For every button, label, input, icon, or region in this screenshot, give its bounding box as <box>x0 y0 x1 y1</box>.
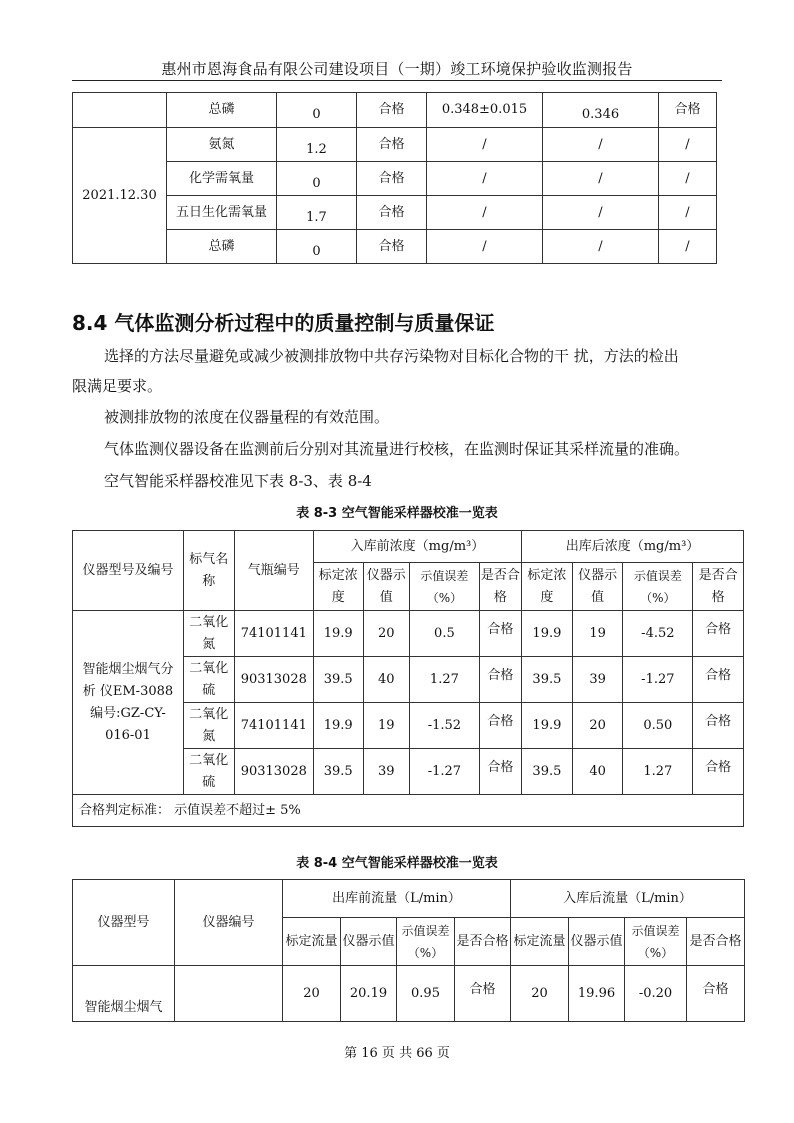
cylinder-cell: 74101141 <box>234 611 313 657</box>
value-cell: 19.9 <box>313 703 363 749</box>
result-cell: / <box>659 162 717 196</box>
paragraph: 被测排放物的浓度在仪器量程的有效范围。 <box>104 408 390 426</box>
item-cell: 化学需氧量 <box>167 162 277 196</box>
header-divider <box>72 80 722 81</box>
instrument-id-cell <box>175 966 283 1022</box>
header-after-concentration: 出库后浓度（mg/m³） <box>522 531 744 563</box>
result-cell: 合格 <box>357 196 427 230</box>
gas-cell: 二氧化氮 <box>183 703 234 749</box>
header-indicated: 仪器示值 <box>363 563 409 611</box>
result-cell: 合格 <box>479 657 521 703</box>
header-indicated: 仪器示值 <box>341 918 397 966</box>
header-cylinder-id: 气瓶编号 <box>234 531 313 611</box>
sampler-calibration-table-8-4 <box>72 879 745 1022</box>
header-before-flow: 出库前流量（L/min） <box>283 880 511 918</box>
value-cell: 19 <box>572 611 623 657</box>
table-row <box>73 966 745 1022</box>
header-standard: 标定流量 <box>511 918 569 966</box>
value-cell: 1.7 <box>277 196 357 230</box>
measured-value-cell: / <box>543 230 659 264</box>
paragraph: 气体监测仪器设备在监测前后分别对其流量进行校核，在监测时保证其采样流量的准确。 <box>104 440 690 458</box>
value-cell: 40 <box>572 749 623 795</box>
table-row <box>73 230 717 264</box>
value-cell: 20 <box>511 966 569 1022</box>
table-header-row <box>73 531 744 563</box>
sampler-calibration-table-8-3 <box>72 530 744 827</box>
paragraph-line: 选择的方法尽量避免或减少被测排放物中共存污染物对目标化合物的干 扰，方法的检出 <box>104 347 679 365</box>
table-row <box>73 128 717 162</box>
header-indicated: 仪器示值 <box>572 563 623 611</box>
result-cell: 合格 <box>479 749 521 795</box>
value-cell: -4.52 <box>623 611 693 657</box>
result-cell: / <box>659 196 717 230</box>
value-cell: 19.9 <box>522 703 573 749</box>
value-cell: 39.5 <box>522 657 573 703</box>
value-cell: 0 <box>277 230 357 264</box>
result-cell: 合格 <box>455 966 511 1022</box>
value-cell: 19.96 <box>569 966 625 1022</box>
result-cell: 合格 <box>659 93 717 128</box>
value-cell: 19 <box>363 703 409 749</box>
water-quality-control-table <box>72 92 717 264</box>
value-cell: -1.27 <box>410 749 480 795</box>
measured-value-cell: / <box>543 128 659 162</box>
value-cell: 20 <box>283 966 341 1022</box>
measured-value-cell: 0.346 <box>543 93 659 128</box>
header-qualified: 是否合格 <box>479 563 521 611</box>
table-caption: 表 8-4 空气智能采样器校准一览表 <box>296 856 498 871</box>
result-cell: 合格 <box>357 128 427 162</box>
result-cell: / <box>659 230 717 264</box>
table-row <box>73 93 717 128</box>
measured-value-cell: / <box>543 162 659 196</box>
value-cell: 0.5 <box>410 611 480 657</box>
qualification-standard: 合格判定标准： 示值误差不超过± 5% <box>73 795 744 827</box>
header-instrument-id: 仪器编号 <box>175 880 283 966</box>
gas-cell: 二氧化硫 <box>183 749 234 795</box>
header-before-concentration: 入库前浓度（mg/m³） <box>313 531 521 563</box>
value-cell: -1.27 <box>623 657 693 703</box>
gas-cell: 二氧化硫 <box>183 657 234 703</box>
value-cell: 39.5 <box>313 749 363 795</box>
standard-value-cell: 0.348±0.015 <box>427 93 543 128</box>
header-error: 示值误差（%） <box>623 563 693 611</box>
header-standard: 标定浓度 <box>313 563 363 611</box>
header-error: 示值误差（%） <box>410 563 480 611</box>
standard-value-cell: / <box>427 196 543 230</box>
table-row <box>73 611 744 657</box>
section-heading: 8.4 气体监测分析过程中的质量控制与质量保证 <box>72 311 495 335</box>
cylinder-cell: 90313028 <box>234 749 313 795</box>
result-cell: 合格 <box>693 749 744 795</box>
report-header-title: 惠州市恩海食品有限公司建设项目（一期）竣工环境保护验收监测报告 <box>161 60 633 78</box>
table-header-row <box>73 880 745 918</box>
table-caption: 表 8-3 空气智能采样器校准一览表 <box>296 506 498 521</box>
result-cell: 合格 <box>693 703 744 749</box>
date-cell <box>73 93 167 128</box>
item-cell: 五日生化需氧量 <box>167 196 277 230</box>
header-gas-name: 标气名称 <box>183 531 234 611</box>
item-cell: 总磷 <box>167 93 277 128</box>
result-cell: 合格 <box>357 230 427 264</box>
value-cell: 0.50 <box>623 703 693 749</box>
header-model: 仪器型号 <box>73 880 175 966</box>
value-cell: 20.19 <box>341 966 397 1022</box>
result-cell: 合格 <box>357 93 427 128</box>
value-cell: 0 <box>277 162 357 196</box>
result-cell: 合格 <box>693 611 744 657</box>
standard-value-cell: / <box>427 128 543 162</box>
value-cell: 39 <box>572 657 623 703</box>
header-error: 示值误差（%） <box>397 918 455 966</box>
value-cell: 1.27 <box>623 749 693 795</box>
value-cell: 0.95 <box>397 966 455 1022</box>
header-indicated: 仪器示值 <box>569 918 625 966</box>
value-cell: 19.9 <box>313 611 363 657</box>
result-cell: 合格 <box>693 657 744 703</box>
value-cell: 20 <box>572 703 623 749</box>
value-cell: 39 <box>363 749 409 795</box>
item-cell: 总磷 <box>167 230 277 264</box>
header-error: 示值误差（%） <box>625 918 687 966</box>
gas-cell: 二氧化氮 <box>183 611 234 657</box>
cylinder-cell: 74101141 <box>234 703 313 749</box>
paragraph: 空气智能采样器校准见下表 8-3、表 8-4 <box>104 472 372 490</box>
date-cell: 2021.12.30 <box>73 128 167 264</box>
paragraph-line: 限满足要求。 <box>72 377 163 395</box>
result-cell: / <box>659 128 717 162</box>
header-qualified: 是否合格 <box>687 918 745 966</box>
table-row <box>73 162 717 196</box>
table-row <box>73 795 744 827</box>
value-cell: 20 <box>363 611 409 657</box>
measured-value-cell: / <box>543 196 659 230</box>
value-cell: 1.27 <box>410 657 480 703</box>
result-cell: 合格 <box>479 703 521 749</box>
table-row <box>73 196 717 230</box>
page-number: 第 16 页 共 66 页 <box>344 1046 450 1061</box>
header-qualified: 是否合格 <box>455 918 511 966</box>
standard-value-cell: / <box>427 230 543 264</box>
value-cell: 19.9 <box>522 611 573 657</box>
value-cell: 39.5 <box>522 749 573 795</box>
value-cell: 0 <box>277 93 357 128</box>
header-after-flow: 入库后流量（L/min） <box>511 880 745 918</box>
value-cell: 1.2 <box>277 128 357 162</box>
header-standard: 标定流量 <box>283 918 341 966</box>
cylinder-cell: 90313028 <box>234 657 313 703</box>
header-standard: 标定浓度 <box>522 563 573 611</box>
value-cell: 39.5 <box>313 657 363 703</box>
header-model: 仪器型号及编号 <box>73 531 184 611</box>
result-cell: 合格 <box>357 162 427 196</box>
standard-value-cell: / <box>427 162 543 196</box>
model-cell: 智能烟尘烟气 <box>73 966 175 1022</box>
instrument-cell: 智能烟尘烟气分 析 仪EM-3088 编号:GZ-CY-016-01 <box>73 611 184 795</box>
header-qualified: 是否合格 <box>693 563 744 611</box>
value-cell: 40 <box>363 657 409 703</box>
value-cell: -0.20 <box>625 966 687 1022</box>
result-cell: 合格 <box>687 966 745 1022</box>
result-cell: 合格 <box>479 611 521 657</box>
item-cell: 氨氮 <box>167 128 277 162</box>
value-cell: -1.52 <box>410 703 480 749</box>
